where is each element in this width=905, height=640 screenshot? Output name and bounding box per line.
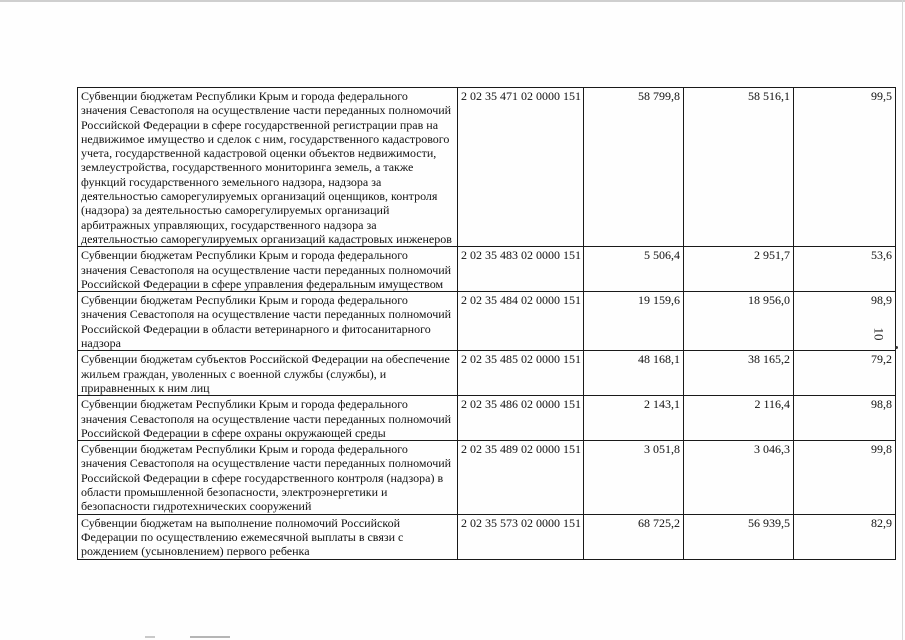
scan-dot	[895, 346, 898, 349]
cell-name: Субвенции бюджетам на выполнение полномочий Российской Федерации по осуществлению ежемесячной выплаты в связи с рождением (усыновлением) первого ребенка	[78, 514, 458, 559]
cell-code: 2 02 35 484 02 0000 151	[458, 292, 584, 351]
revenue-table-body	[78, 88, 896, 560]
cell-plan: 48 168,1	[584, 351, 684, 396]
table-row	[78, 514, 896, 559]
cell-actual: 2 951,7	[684, 247, 794, 292]
revenue-table	[77, 87, 896, 560]
cell-percent: 98,8	[794, 396, 896, 441]
cell-code: 2 02 35 486 02 0000 151	[458, 396, 584, 441]
cell-plan: 3 051,8	[584, 441, 684, 514]
cell-plan: 19 159,6	[584, 292, 684, 351]
cell-name: Субвенции бюджетам Республики Крым и города федерального значения Севастополя на осуществление части переданных полномочий Российской Федерации в сфере государственного контроля (надзора) в области промышленной безопасности, электроэнергетики и безопасности гидротехнических сооружений	[78, 441, 458, 514]
page-number: 10	[871, 327, 887, 341]
cell-name: Субвенции бюджетам Республики Крым и города федерального значения Севастополя на осуществление части переданных полномочий Российской Федерации в сфере управления федеральным имуществом	[78, 247, 458, 292]
cell-percent: 79,2	[794, 351, 896, 396]
cell-percent: 53,6	[794, 247, 896, 292]
table-row	[78, 351, 896, 396]
cell-name: Субвенции бюджетам Республики Крым и города федерального значения Севастополя на осуществление части переданных полномочий Российской Федерации в сфере охраны окружающей среды	[78, 396, 458, 441]
cell-name: Субвенции бюджетам субъектов Российской Федерации на обеспечение жильем граждан, уволенных с военной службы (службы), и приравненных к ним лиц	[78, 351, 458, 396]
table-row	[78, 292, 896, 351]
cell-percent: 82,9	[794, 514, 896, 559]
cell-actual: 18 956,0	[684, 292, 794, 351]
scan-artifact	[190, 636, 230, 638]
table-row	[78, 441, 896, 514]
cell-actual: 56 939,5	[684, 514, 794, 559]
cell-percent: 99,5	[794, 88, 896, 247]
cell-name: Субвенции бюджетам Республики Крым и города федерального значения Севастополя на осуществление части переданных полномочий Российской Федерации в области ветеринарного и фитосанитарного надзора	[78, 292, 458, 351]
cell-name: Субвенции бюджетам Республики Крым и города федерального значения Севастополя на осуществление части переданных полномочий Российской Федерации в сфере государственной регистрации прав на недвижимое имущество и сделок с ним, государственного кадастрового учета, государственной кадастровой оценки объектов недвижимости, землеустройства, государственного мониторинга земель, а также функций государственного земельного надзора, надзора за деятельностью саморегулируемых организаций оценщиков, контроля (надзора) за деятельностью саморегулируемых организаций арбитражных управляющих, государственного надзора за деятельностью саморегулируемых организаций кадастровых инженеров	[78, 88, 458, 247]
cell-actual: 58 516,1	[684, 88, 794, 247]
cell-actual: 38 165,2	[684, 351, 794, 396]
cell-plan: 68 725,2	[584, 514, 684, 559]
cell-plan: 2 143,1	[584, 396, 684, 441]
cell-percent: 98,9	[794, 292, 896, 351]
cell-percent: 99,8	[794, 441, 896, 514]
table-row	[78, 396, 896, 441]
cell-code: 2 02 35 573 02 0000 151	[458, 514, 584, 559]
scan-edge-right	[902, 0, 903, 640]
cell-code: 2 02 35 485 02 0000 151	[458, 351, 584, 396]
cell-actual: 2 116,4	[684, 396, 794, 441]
cell-code: 2 02 35 471 02 0000 151	[458, 88, 584, 247]
cell-code: 2 02 35 483 02 0000 151	[458, 247, 584, 292]
scan-edge-top	[0, 0, 905, 2]
scan-artifact	[145, 636, 155, 638]
table-row	[78, 247, 896, 292]
cell-actual: 3 046,3	[684, 441, 794, 514]
cell-plan: 58 799,8	[584, 88, 684, 247]
table-row	[78, 88, 896, 247]
cell-code: 2 02 35 489 02 0000 151	[458, 441, 584, 514]
cell-plan: 5 506,4	[584, 247, 684, 292]
